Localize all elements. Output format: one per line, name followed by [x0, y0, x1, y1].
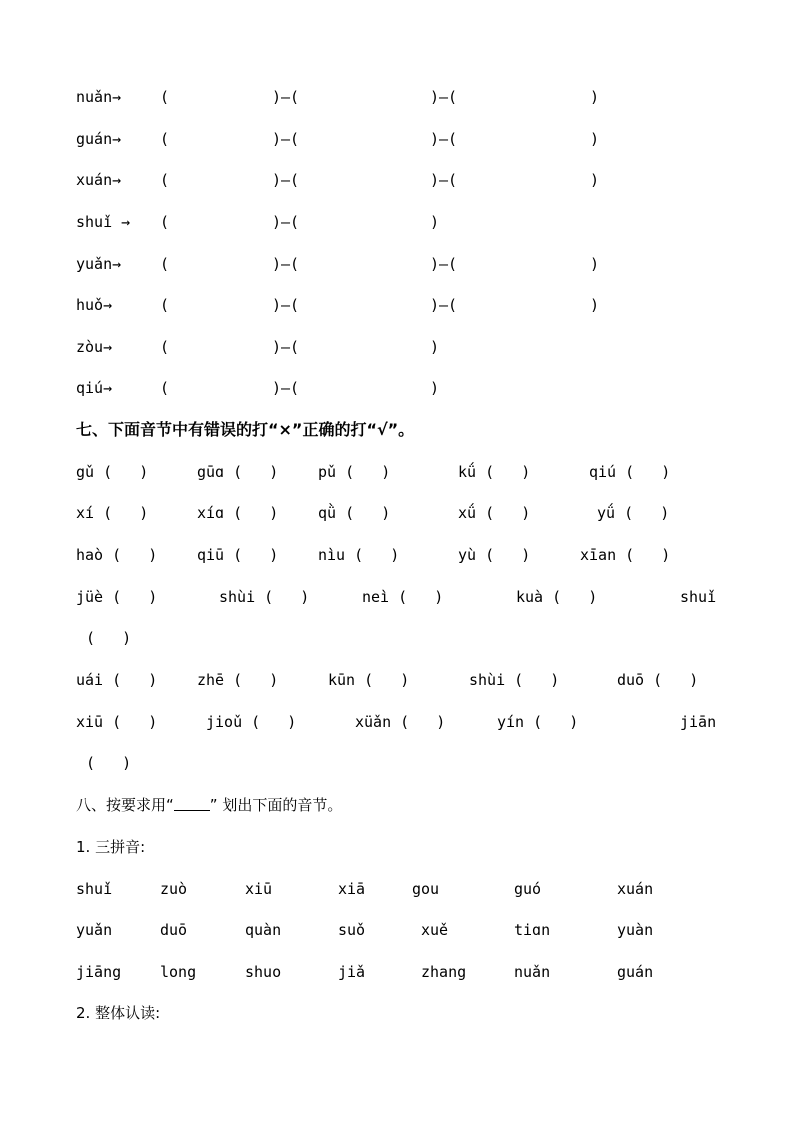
answer-blank-sep[interactable]: )—(: [430, 296, 458, 314]
answer-blank-sep[interactable]: )—(: [272, 338, 300, 356]
pinyin-check-item[interactable]: xíɑ ( ): [197, 504, 279, 522]
table-row: [0, 209, 794, 235]
syllable-option[interactable]: guó: [514, 880, 542, 898]
pinyin-check-item[interactable]: neì ( ): [362, 588, 444, 606]
table-row: [0, 84, 794, 110]
pinyin-check-item[interactable]: xīan ( ): [580, 546, 671, 564]
answer-blank-sep[interactable]: )—(: [430, 88, 458, 106]
answer-blank-open[interactable]: (: [160, 130, 170, 148]
answer-blank-open[interactable]: (: [160, 296, 170, 314]
pinyin-check-item[interactable]: kǘ ( ): [458, 463, 531, 481]
syllable-label: huǒ→: [76, 296, 113, 314]
answer-blank-close[interactable]: ): [590, 88, 600, 106]
pinyin-check-item[interactable]: qiú ( ): [589, 463, 671, 481]
pinyin-check-item[interactable]: ( ): [86, 754, 132, 772]
pinyin-check-item[interactable]: haò ( ): [76, 546, 158, 564]
section-title-before: 八、按要求用“: [76, 796, 174, 814]
syllable-label: nuǎn→: [76, 88, 122, 106]
pinyin-check-item[interactable]: shùi ( ): [469, 671, 560, 689]
syllable-label: yuǎn→: [76, 255, 122, 273]
syllable-label: xuán→: [76, 171, 122, 189]
table-row: [0, 500, 794, 526]
answer-blank-open[interactable]: (: [160, 88, 170, 106]
pinyin-check-item[interactable]: ( ): [86, 629, 132, 647]
table-row: [0, 251, 794, 277]
syllable-option[interactable]: tiɑn: [514, 921, 551, 939]
answer-blank-close[interactable]: ): [590, 296, 600, 314]
pinyin-check-item[interactable]: duō ( ): [617, 671, 699, 689]
pinyin-check-item[interactable]: qiū ( ): [197, 546, 279, 564]
syllable-label: shuǐ →: [76, 213, 131, 231]
table-row: [0, 876, 794, 902]
table-row: [0, 292, 794, 318]
pinyin-check-item[interactable]: shuǐ: [680, 588, 717, 606]
pinyin-check-item[interactable]: nìu ( ): [318, 546, 400, 564]
syllable-option[interactable]: jiāng: [76, 963, 122, 981]
table-row: [0, 750, 794, 776]
syllable-option[interactable]: yuǎn: [76, 921, 113, 939]
syllable-label: zòu→: [76, 338, 113, 356]
item-label: 2. 整体认读:: [76, 1004, 161, 1022]
pinyin-check-item[interactable]: xí ( ): [76, 504, 149, 522]
table-row: [0, 167, 794, 193]
table-row: [0, 667, 794, 693]
answer-blank-sep[interactable]: )—(: [272, 296, 300, 314]
answer-blank-open[interactable]: (: [160, 255, 170, 273]
answer-blank-close[interactable]: ): [430, 213, 440, 231]
pinyin-check-item[interactable]: qǜ ( ): [318, 504, 391, 522]
table-row: [0, 375, 794, 401]
syllable-option[interactable]: jiǎ: [338, 963, 366, 981]
section-title: [76, 792, 342, 818]
answer-blank-sep[interactable]: )—(: [272, 130, 300, 148]
answer-blank-close[interactable]: ): [590, 171, 600, 189]
pinyin-check-item[interactable]: gǔ ( ): [76, 463, 149, 481]
pinyin-check-item[interactable]: zhē ( ): [197, 671, 279, 689]
pinyin-check-item[interactable]: kuà ( ): [516, 588, 598, 606]
answer-blank-close[interactable]: ): [590, 130, 600, 148]
pinyin-check-item[interactable]: xiū ( ): [76, 713, 158, 731]
answer-blank-open[interactable]: (: [160, 213, 170, 231]
pinyin-check-item[interactable]: xǘ ( ): [458, 504, 531, 522]
item1-label-row: [0, 834, 794, 860]
section8-heading: [0, 792, 794, 818]
table-row: [0, 459, 794, 485]
syllable-option[interactable]: xiā: [338, 880, 366, 898]
answer-blank-close[interactable]: ): [430, 338, 440, 356]
syllable-label: guán→: [76, 130, 122, 148]
answer-blank-open[interactable]: (: [160, 379, 170, 397]
syllable-option[interactable]: duō: [160, 921, 188, 939]
pinyin-check-item[interactable]: xüǎn ( ): [355, 713, 446, 731]
answer-blank-open[interactable]: (: [160, 171, 170, 189]
answer-blank-sep[interactable]: )—(: [430, 255, 458, 273]
syllable-option[interactable]: quàn: [245, 921, 282, 939]
underline-sample: [174, 796, 210, 811]
syllable-option[interactable]: guán: [617, 963, 654, 981]
syllable-option[interactable]: long: [160, 963, 197, 981]
pinyin-check-item[interactable]: jüè ( ): [76, 588, 158, 606]
item-label: 1. 三拼音:: [76, 838, 146, 856]
pinyin-check-item[interactable]: pǔ ( ): [318, 463, 391, 481]
answer-blank-sep[interactable]: )—(: [272, 213, 300, 231]
syllable-option[interactable]: zhang: [421, 963, 467, 981]
pinyin-check-item[interactable]: shùi ( ): [219, 588, 310, 606]
section7-heading: [0, 417, 794, 443]
pinyin-check-item[interactable]: jiān: [680, 713, 717, 731]
syllable-option[interactable]: shuo: [245, 963, 282, 981]
answer-blank-close[interactable]: ): [590, 255, 600, 273]
section-title-after: ” 划出下面的音节。: [209, 796, 343, 814]
table-row: [0, 625, 794, 651]
table-row: [0, 542, 794, 568]
section-title: 七、下面音节中有错误的打“×”正确的打“√”。: [76, 420, 415, 439]
syllable-option[interactable]: nuǎn: [514, 963, 551, 981]
answer-blank-sep[interactable]: )—(: [272, 255, 300, 273]
pinyin-check-item[interactable]: yǘ ( ): [597, 504, 670, 522]
syllable-option[interactable]: gou: [412, 880, 440, 898]
syllable-option[interactable]: xuán: [617, 880, 654, 898]
table-row: [0, 959, 794, 985]
pinyin-check-item[interactable]: yù ( ): [458, 546, 531, 564]
answer-blank-sep[interactable]: )—(: [272, 379, 300, 397]
pinyin-check-item[interactable]: uái ( ): [76, 671, 158, 689]
table-row: [0, 709, 794, 735]
table-row: [0, 584, 794, 610]
syllable-option[interactable]: shuǐ: [76, 880, 113, 898]
syllable-option[interactable]: zuò: [160, 880, 188, 898]
table-row: [0, 917, 794, 943]
pinyin-check-item[interactable]: gūɑ ( ): [197, 463, 279, 481]
pinyin-check-item[interactable]: kūn ( ): [328, 671, 410, 689]
answer-blank-close[interactable]: ): [430, 379, 440, 397]
syllable-option[interactable]: yuàn: [617, 921, 654, 939]
pinyin-check-item[interactable]: jioǔ ( ): [206, 713, 297, 731]
answer-blank-sep[interactable]: )—(: [430, 171, 458, 189]
table-row: [0, 334, 794, 360]
answer-blank-sep[interactable]: )—(: [272, 88, 300, 106]
answer-blank-sep[interactable]: )—(: [272, 171, 300, 189]
syllable-option[interactable]: suǒ: [338, 921, 366, 939]
answer-blank-sep[interactable]: )—(: [430, 130, 458, 148]
pinyin-check-item[interactable]: yín ( ): [497, 713, 579, 731]
syllable-label: qiú→: [76, 379, 113, 397]
answer-blank-open[interactable]: (: [160, 338, 170, 356]
table-row: [0, 126, 794, 152]
syllable-option[interactable]: xuě: [421, 921, 449, 939]
syllable-option[interactable]: xiū: [245, 880, 273, 898]
item2-label-row: [0, 1000, 794, 1026]
